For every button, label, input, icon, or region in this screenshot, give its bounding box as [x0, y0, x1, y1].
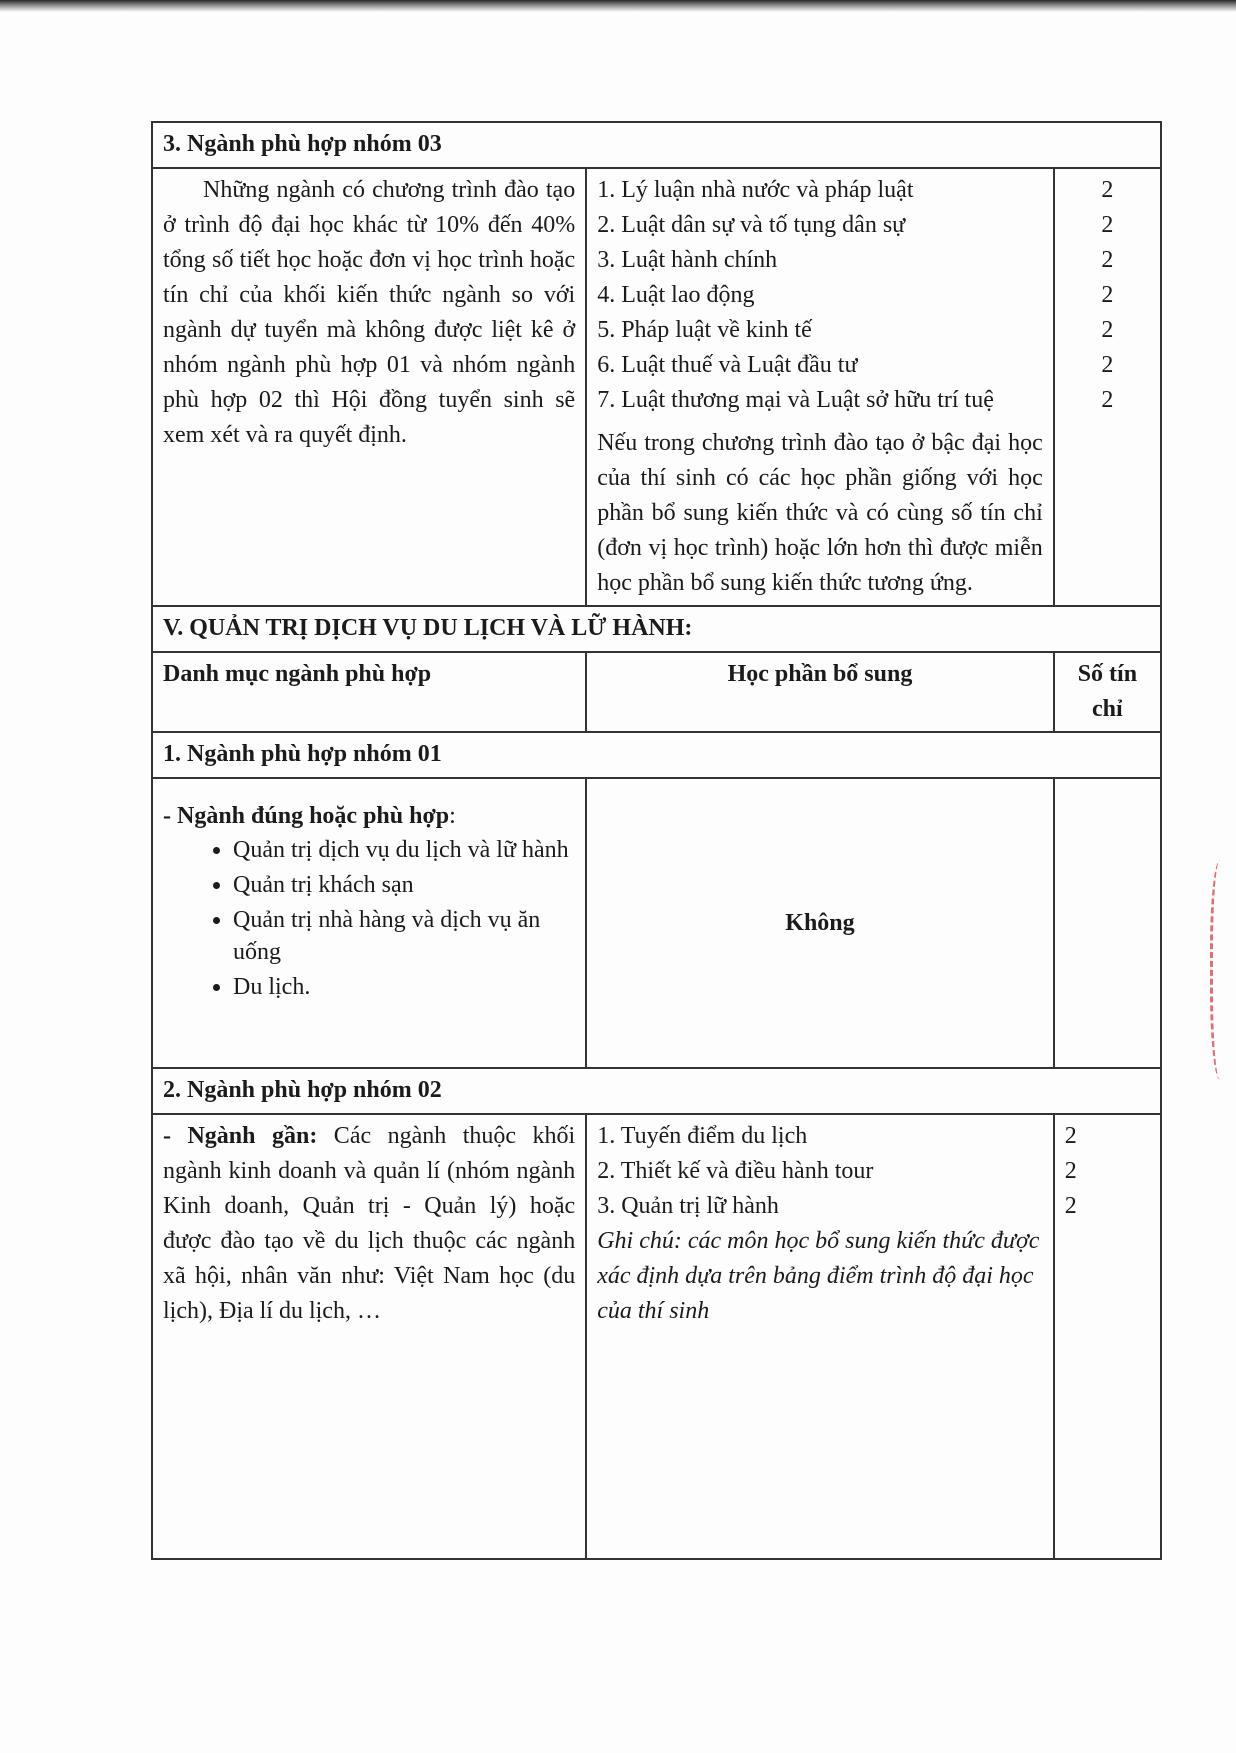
header-credits: Số tín chỉ: [1054, 652, 1161, 732]
group3-title-row: [152, 122, 1161, 168]
sectionV-header-row: [152, 652, 1161, 732]
course-item: 7. Luật thương mại và Luật sở hữu trí tuệ: [597, 387, 994, 413]
credit-value: 2: [1101, 282, 1114, 308]
v-group1-title: 1. Ngành phù hợp nhóm 01: [152, 732, 1161, 778]
v-group2-credits-cell: [1054, 1114, 1161, 1559]
v-group2-description: Các ngành thuộc khối ngành kinh doanh và quản lí (nhóm ngành Kinh doanh, Quản trị - Quản lý) hoặc được đào tạo về du lịch thuộc các ngành xã hội, nhân văn như: Việt Nam học (du lịch), Địa lí du lịch, …: [163, 1123, 576, 1324]
credit-value: 2: [1101, 177, 1114, 203]
list-item: • Du lịch.: [233, 971, 575, 1003]
course-item: 4. Luật lao động: [597, 282, 755, 308]
course-item: 1. Lý luận nhà nước và pháp luật: [597, 177, 914, 203]
course-item: 3. Luật hành chính: [597, 247, 778, 273]
group3-credits-cell: [1054, 168, 1161, 606]
credit-value: 2: [1101, 387, 1114, 413]
v-group2-title: 2. Ngành phù hợp nhóm 02: [152, 1068, 1161, 1114]
list-item: • Quản trị dịch vụ du lịch và lữ hành: [233, 834, 575, 866]
v-group1-content-row: [152, 778, 1161, 1068]
credit-value: 2: [1064, 1123, 1077, 1149]
credit-value: 2: [1101, 317, 1114, 343]
credit-value: 2: [1064, 1193, 1077, 1219]
v-group1-label-tail: :: [449, 803, 456, 829]
credit-value: 2: [1101, 212, 1114, 238]
header-courses: Học phần bổ sung: [586, 652, 1054, 732]
credit-value: 2: [1064, 1158, 1077, 1184]
scan-edge-shadow: [0, 0, 1236, 12]
group3-description: Những ngành có chương trình đào tạo ở trình độ đại học khác từ 10% đến 40% tổng số tiết học hoặc đơn vị học trình hoặc tín chỉ của khối kiến thức ngành so với ngành dự tuyển mà không được liệt kê ở nhóm ngành phù hợp 01 và nhóm ngành phù hợp 02 thì Hội đồng tuyển sinh sẽ xem xét và ra quyết định.: [152, 168, 586, 606]
v-group2-content-row: [152, 1114, 1161, 1559]
course-item: 3. Quản trị lữ hành: [597, 1193, 779, 1219]
course-item: 5. Pháp luật về kinh tế: [597, 317, 812, 343]
v-group1-label: [163, 799, 575, 834]
course-item: 1. Tuyến điểm du lịch: [597, 1123, 808, 1149]
course-item: 6. Luật thuế và Luật đầu tư: [597, 352, 858, 378]
list-item: • Quản trị khách sạn: [233, 869, 575, 901]
v-group1-major-list: [163, 834, 575, 1003]
sectionV-title-row: [152, 606, 1161, 652]
v-group1-credits-cell: [1054, 778, 1161, 1068]
v-group2-courses-cell: [586, 1114, 1054, 1559]
v-group1-label-bold: - Ngành đúng hoặc phù hợp: [163, 803, 450, 829]
group3-content-row: [152, 168, 1161, 606]
group3-courses-cell: [586, 168, 1054, 606]
v-group2-description-cell: [152, 1114, 586, 1559]
sectionV-title: V. QUẢN TRỊ DỊCH VỤ DU LỊCH VÀ LỮ HÀNH:: [152, 606, 1161, 652]
list-item: • Quản trị nhà hàng và dịch vụ ăn uống: [233, 904, 575, 968]
v-group2-title-row: [152, 1068, 1161, 1114]
v-group1-title-row: [152, 732, 1161, 778]
header-majors: Danh mục ngành phù hợp: [152, 652, 586, 732]
v-group2-note: Ghi chú: các môn học bổ sung kiến thức được xác định dựa trên bảng điểm trình độ đại học của thí sinh: [597, 1228, 1040, 1324]
course-item: 2. Thiết kế và điều hành tour: [597, 1158, 874, 1184]
credit-value: 2: [1101, 352, 1114, 378]
v-group1-majors-cell: [152, 778, 586, 1068]
admission-majors-table: [151, 121, 1162, 1560]
v-group1-courses: Không: [586, 778, 1054, 1068]
v-group2-label: - Ngành gần:: [163, 1123, 318, 1149]
credit-value: 2: [1101, 247, 1114, 273]
course-item: 2. Luật dân sự và tố tụng dân sự: [597, 212, 906, 238]
red-stamp-fragment: [1210, 860, 1235, 1080]
group3-exemption-note: Nếu trong chương trình đào tạo ở bậc đại học của thí sinh có các học phần giống với học phần bổ sung kiến thức và có cùng số tín chỉ (đơn vị học trình) hoặc lớn hơn thì được miễn học phần bổ sung kiến thức tương ứng.: [597, 430, 1043, 596]
group3-title: 3. Ngành phù hợp nhóm 03: [152, 122, 1161, 168]
